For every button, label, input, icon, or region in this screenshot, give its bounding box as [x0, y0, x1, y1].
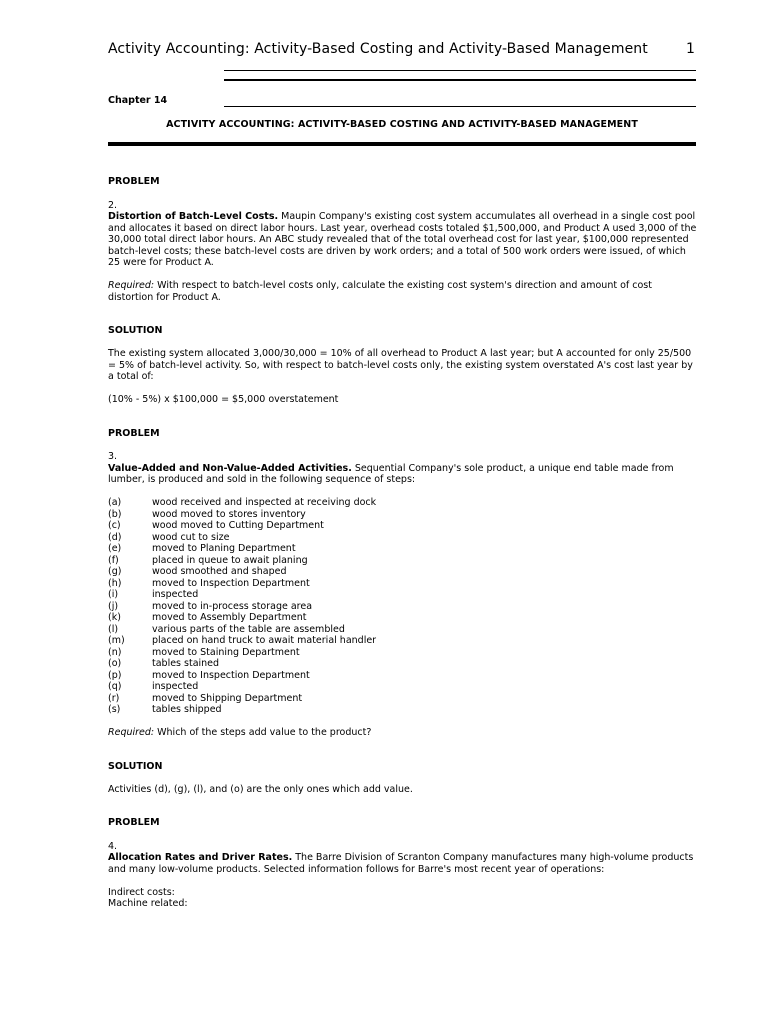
problem-2-solution-text: The existing system allocated 3,000/30,000 = 10% of all overhead to Product A last year; but A accounted for only 25/500 = 5% of batch-level activity. So, with respect to batch-level costs only, the existing system overstated A's cost last year by a total of: [108, 348, 693, 382]
problem-4-title: Allocation Rates and Driver Rates. [108, 852, 293, 863]
list-item [108, 520, 698, 532]
step-text: moved to Shipping Department [152, 692, 303, 704]
problem-3-paragraph [108, 463, 698, 486]
step-text: wood received and inspected at receiving dock [152, 497, 377, 508]
list-item [108, 647, 698, 659]
running-header-title: Activity Accounting: Activity-Based Costing and Activity-Based Management [108, 41, 648, 57]
chapter-rule [224, 106, 696, 107]
step-text: tables shipped [152, 704, 222, 715]
step-key: (d) [108, 531, 122, 543]
step-key: (g) [108, 566, 122, 577]
list-item [108, 555, 698, 567]
problem-3-required [108, 727, 698, 739]
step-key: (j) [108, 600, 119, 612]
problem-3-number: 3. [108, 451, 118, 462]
problem-3-solution-heading: SOLUTION [108, 760, 163, 772]
step-text: moved to Planing Department [152, 543, 296, 554]
problem-2-required [108, 280, 698, 303]
step-text: wood moved to stores inventory [152, 508, 306, 520]
page-number: 1 [686, 41, 695, 57]
step-text: inspected [152, 589, 199, 600]
list-item [108, 589, 698, 601]
list-item [108, 624, 698, 636]
step-text: moved to in-process storage area [152, 600, 313, 612]
problem-2-required-label: Required: [108, 280, 155, 291]
header-rule-top [224, 70, 696, 71]
chapter-label: Chapter 14 [108, 95, 168, 106]
problem-3-heading: PROBLEM [108, 427, 160, 439]
problem-4-number: 4. [108, 840, 118, 852]
problem-2-paragraph [108, 211, 698, 269]
step-text: placed in queue to await planing [152, 554, 308, 566]
problem-2-title: Distortion of Batch-Level Costs. [108, 211, 279, 222]
chapter-title-rule [108, 142, 696, 146]
step-text: wood moved to Cutting Department [152, 520, 324, 531]
header-rule-bottom [224, 79, 696, 81]
list-item [108, 509, 698, 521]
problem-3-steps [108, 497, 698, 716]
problem-3-text: Sequential Company's sole product, a unique end table made from lumber, is produced and sold in the following sequence of steps: [108, 462, 674, 485]
problem-2-number: 2. [108, 199, 118, 211]
problem-4-heading: PROBLEM [108, 817, 160, 828]
step-key: (p) [108, 669, 122, 681]
step-text: placed on hand truck to await material handler [152, 635, 377, 646]
problem-3-required-text: Which of the steps add value to the product? [154, 727, 372, 738]
chapter-title: ACTIVITY ACCOUNTING: ACTIVITY-BASED COSTING AND ACTIVITY-BASED MANAGEMENT [166, 119, 638, 130]
problem-3-solution-text: Activities (d), (g), (l), and (o) are the only ones which add value. [108, 783, 413, 795]
list-item [108, 601, 698, 613]
problem-2-solution-heading: SOLUTION [108, 325, 163, 336]
step-key: (k) [108, 612, 121, 623]
list-item [108, 532, 698, 544]
step-key: (i) [108, 589, 119, 600]
problem-2-heading: PROBLEM [108, 176, 160, 187]
problem-4-line-machine: Machine related: [108, 898, 188, 909]
step-text: wood smoothed and shaped [152, 566, 287, 577]
step-text: inspected [152, 681, 199, 692]
problem-2-solution-calc: (10% - 5%) x $100,000 = $5,000 overstatement [108, 394, 339, 405]
step-key: (l) [108, 623, 119, 635]
step-key: (a) [108, 497, 122, 508]
step-key: (q) [108, 681, 122, 692]
list-item [108, 670, 698, 682]
step-text: various parts of the table are assembled [152, 623, 345, 635]
problem-4-paragraph [108, 852, 698, 875]
list-item [108, 704, 698, 716]
step-key: (s) [108, 704, 121, 715]
step-text: moved to Staining Department [152, 646, 300, 658]
problem-4-text: The Barre Division of Scranton Company manufactures many high-volume products and many low-volume products. Selected information follows for Barre's most recent year of operations: [108, 852, 694, 875]
problem-2-required-text: With respect to batch-level costs only, calculate the existing cost system's direction and amount of cost distortion for Product A. [108, 280, 652, 303]
problem-3-required-label: Required: [108, 727, 155, 738]
list-item [108, 497, 698, 509]
step-key: (o) [108, 658, 122, 669]
problem-2-text: Maupin Company's existing cost system accumulates all overhead in a single cost pool and allocates it based on direct labor hours. Last year, overhead costs totaled $1,500,000, and Product A used 3,000 of the 30,000 total direct labor hours. An ABC study revealed that of the total overhead cost for last year, $100,000 represented batch-level costs; these batch-level costs are driven by work orders; and a total of 500 work orders were issued, of which 25 were for Product A. [108, 211, 697, 268]
step-key: (c) [108, 520, 121, 531]
problem-4-line-indirect: Indirect costs: [108, 886, 175, 898]
list-item [108, 658, 698, 670]
problem-3-title: Value-Added and Non-Value-Added Activities. [108, 462, 352, 474]
list-item [108, 543, 698, 555]
step-text: moved to Inspection Department [152, 669, 310, 681]
step-key: (m) [108, 635, 125, 646]
step-key: (r) [108, 692, 120, 704]
step-key: (n) [108, 646, 122, 658]
step-key: (f) [108, 554, 119, 566]
list-item [108, 693, 698, 705]
list-item [108, 566, 698, 578]
step-key: (b) [108, 508, 122, 520]
step-text: wood cut to size [152, 531, 230, 543]
list-item [108, 578, 698, 590]
step-text: moved to Assembly Department [152, 612, 307, 623]
step-key: (e) [108, 543, 122, 554]
step-text: moved to Inspection Department [152, 577, 310, 589]
step-text: tables stained [152, 658, 220, 669]
step-key: (h) [108, 577, 122, 589]
list-item [108, 612, 698, 624]
list-item [108, 681, 698, 693]
list-item [108, 635, 698, 647]
document-body [108, 176, 698, 910]
